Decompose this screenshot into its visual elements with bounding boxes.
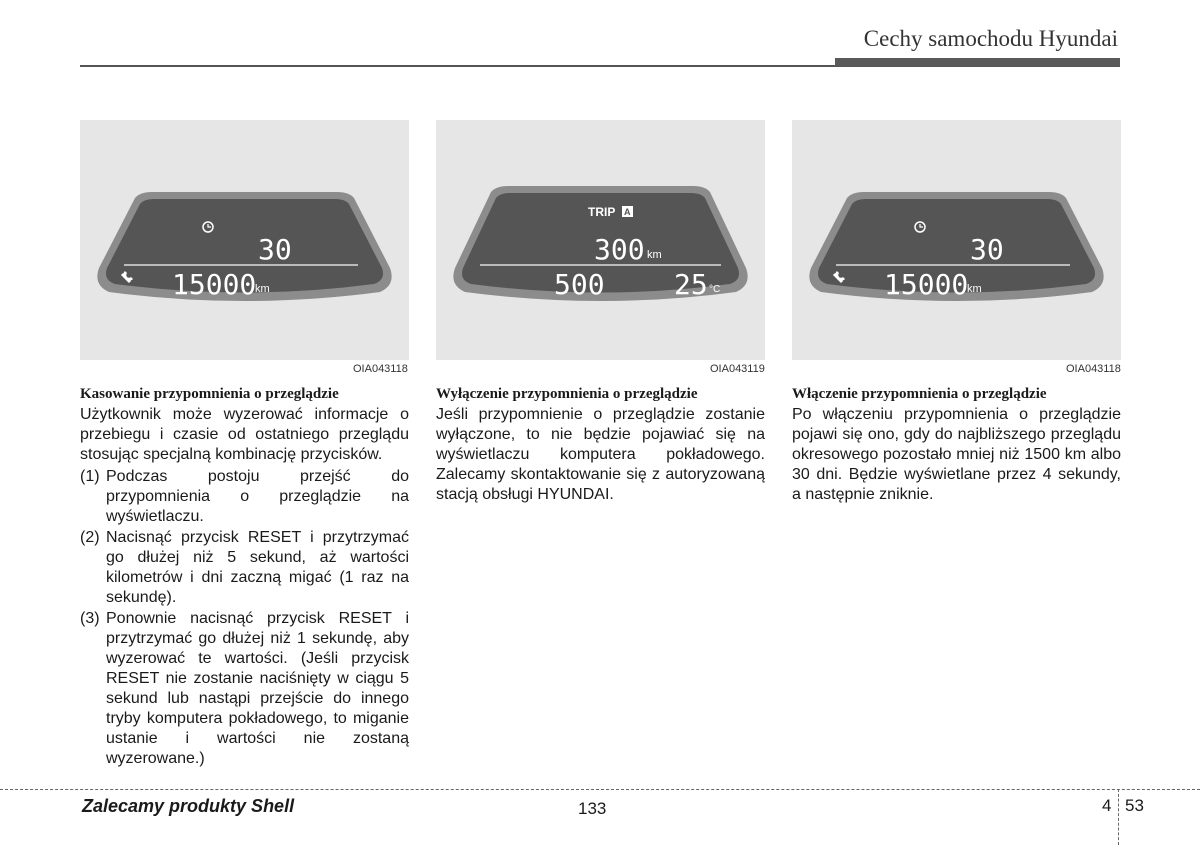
display-unit: km	[967, 283, 982, 295]
trip-distance-value: 300	[594, 233, 645, 266]
range-value: 500	[554, 268, 605, 301]
section-body: Po włączeniu przypomnienia o przeglądzie pojawi się ono, gdy do najbliższego przeglądu okresowego pozostało mniej niż 1500 km albo 30 dni. Będzie wyświetlane przez 4 sekundy, a następnie zniknie.	[792, 406, 1121, 503]
figure-code-3: OIA043118	[1066, 363, 1121, 375]
header-accent-bar	[835, 58, 1120, 66]
list-item	[80, 467, 409, 527]
trip-letter: A	[624, 207, 631, 217]
figure-service-reset	[80, 120, 409, 360]
trip-distance-unit: km	[647, 249, 662, 261]
footer-vertical-divider	[1118, 789, 1119, 845]
footer-chapter-number: 4	[1102, 796, 1112, 815]
section-heading: Wyłączenie przypomnienia o przeglądzie	[436, 386, 698, 402]
step-number: (1)	[80, 468, 100, 485]
figure-code-1: OIA043118	[353, 363, 408, 375]
figure-service-off	[436, 120, 765, 360]
footer-divider	[0, 789, 1200, 790]
figure-service-on	[792, 120, 1121, 360]
section-heading: Kasowanie przypomnienia o przeglądzie	[80, 386, 339, 402]
step-number: (2)	[80, 529, 100, 546]
section-reset-reminder	[80, 385, 409, 770]
step-number: (3)	[80, 610, 100, 627]
display-unit: km	[255, 283, 270, 295]
steps-list	[80, 467, 409, 769]
section-body: Użytkownik może wyzerować informacje o przebiegu i czasie od ostatniego przeglądu stosując specjalną kombinację przycisków.	[80, 406, 409, 463]
footer-slogan: Zalecamy produkty Shell	[82, 796, 295, 816]
step-text: Ponownie nacisnąć przycisk RESET i przytrzymać go dłużej niż 1 sekundę, aby wyzerować te wartości. (Jeśli przycisk RESET nie zostanie naciśnięty w ciągu 5 sekund lub nastąpi przejście do innego tryby komputera pokładowego, to miganie ustanie i wartości nie zostaną wyzerowane.)	[106, 610, 409, 767]
display-days-value: 30	[970, 233, 1004, 266]
display-km-value: 15000	[884, 268, 969, 301]
cluster-display-3	[792, 120, 1121, 360]
footer-section-page: 53	[1125, 796, 1144, 815]
footer-page-number: 133	[578, 799, 607, 818]
step-text: Nacisnąć przycisk RESET i przytrzymać go dłużej niż 5 sekund, aż wartości kilometrów i dni zaczną migać (1 raz na sekundę).	[106, 529, 409, 606]
step-text: Podczas postoju przejść do przypomnienia o przeglądzie na wyświetlaczu.	[106, 468, 409, 525]
display-km-value: 15000	[172, 268, 257, 301]
temperature-value: 25	[674, 268, 708, 301]
temperature-unit: °C	[709, 284, 721, 295]
list-item	[80, 609, 409, 769]
page-header-title: Cechy samochodu Hyundai	[863, 26, 1118, 51]
cluster-display-2	[436, 120, 765, 360]
display-days-value: 30	[258, 233, 292, 266]
section-heading: Włączenie przypomnienia o przeglądzie	[792, 386, 1047, 402]
cluster-display-1	[80, 120, 409, 360]
list-item	[80, 528, 409, 608]
section-disable-reminder	[436, 385, 765, 505]
figure-code-2: OIA043119	[710, 363, 765, 375]
section-enable-reminder	[792, 385, 1121, 505]
section-body: Jeśli przypomnienie o przeglądzie zostanie wyłączone, to nie będzie pojawiać się na wyświetlaczu komputera pokładowego. Zalecamy skontaktowanie się z autoryzowaną stacją obsługi HYUNDAI.	[436, 406, 765, 503]
trip-label: TRIP	[588, 205, 616, 219]
